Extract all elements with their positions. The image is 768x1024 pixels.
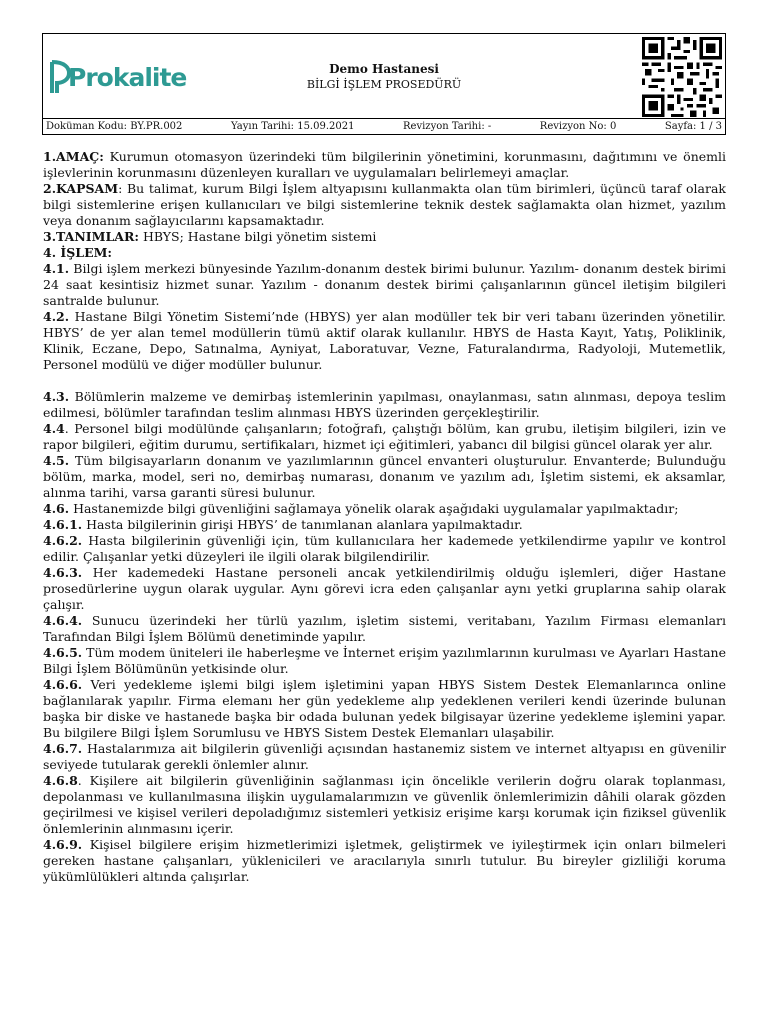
page-number: Sayfa: 1 / 3 xyxy=(664,121,722,132)
organization-name: Demo Hastanesi xyxy=(329,62,439,76)
item-text: Tüm modem üniteleri ile haberleşme ve İnternet erişim yazılımlarının kurulması ve Ayarları Hastane Bilgi İşlem Bölümünün yetkisinde olur. xyxy=(43,645,726,676)
item-4-4 xyxy=(43,421,726,453)
section-text: HBYS; Hastane bilgi yönetim sistemi xyxy=(138,229,377,244)
item-text: Veri yedekleme işlemi bilgi işlem işletimini yapan HBYS Sistem Destek Elemanlarınca online bağlanılarak yapılır. Firma elemanı her gün yedekleme alıp yedeklenen verileri kendi üzerinde bulunan başka bir diske ve hastanede başka bir odada bulunan yedek bilgisayar üzerine yedekleme işlemini yapar. Bu bilgilere Bilgi İşlem Sorumlusu ve HBYS Sistem Destek Elemanları ulaşabilir. xyxy=(43,677,726,740)
item-4-6 xyxy=(43,501,726,517)
section-process xyxy=(43,245,726,261)
item-number: 4.6.5. xyxy=(43,645,83,660)
document-header xyxy=(42,33,726,135)
item-4-6-3 xyxy=(43,565,726,613)
item-4-6-1 xyxy=(43,517,726,533)
logo-text: Prokalite xyxy=(68,62,187,92)
item-number: 4.6.9. xyxy=(43,837,83,852)
item-text: Her kademedeki Hastane personeli ancak yetkilendirilmiş olduğu işlemleri, diğer Hastane prosedürlerine uygun olarak uygular. Aynı görevi icra eden çalışanlar aynı yetki gruplarına sahip olarak çalışır. xyxy=(43,565,726,612)
doc-code: Doküman Kodu: BY.PR.002 xyxy=(46,121,183,132)
item-4-3 xyxy=(43,389,726,421)
item-number: 4.6.6. xyxy=(43,677,83,692)
item-number: 4.5. xyxy=(43,453,70,468)
item-text: Hastanemizde bilgi güvenliğini sağlamaya yönelik olarak aşağıdaki uygulamalar yapılmaktadır; xyxy=(69,501,679,516)
header-main xyxy=(43,34,725,119)
item-number: 4.2. xyxy=(43,309,70,324)
item-text: Bilgi işlem merkezi bünyesinde Yazılım-donanım destek birimi bulunur. Yazılım- donanım destek birimi 24 saat kesintisiz hizmet sunar. Yazılım - donanım destek birimi çalışanlarının güncel iletişim bilgileri santralde bulunur. xyxy=(43,261,726,308)
item-number: 4.6.3. xyxy=(43,565,83,580)
document-title: BİLGİ İŞLEM PROSEDÜRÜ xyxy=(306,78,462,91)
item-text: Bölümlerin malzeme ve demirbaş istemlerinin yapılması, onaylanması, satın alınması, depoya teslim edilmesi, bölümler tarafından teslim alınması HBYS üzerinden gerçekleştirilir. xyxy=(43,389,726,420)
section-scope xyxy=(43,181,726,229)
item-4-6-8 xyxy=(43,773,726,837)
section-text: : Bu talimat, kurum Bilgi İşlem altyapısını kullanmakta olan tüm birimleri, üçüncü taraf olarak bilgi sistemlerine erişen kullanıcıları ve bilgi sistemlerine teknik destek sağlamakta olan hizmet, yazılım veya donanım sağlayıcılarını kapsamaktadır. xyxy=(43,181,726,228)
section-number: 4. İŞLEM: xyxy=(43,245,113,260)
item-number: 4.4 xyxy=(43,421,65,436)
item-text: Hastalarımıza ait bilgilerin güvenliği açısından hastanemiz sistem ve internet altyapısı en güvenilir seviyede tutularak gerekli önlemler alınır. xyxy=(43,741,726,772)
section-number: 3.TANIMLAR: xyxy=(43,229,139,244)
item-number: 4.6.4. xyxy=(43,613,83,628)
item-text: Hasta bilgilerinin girişi HBYS’ de tanımlanan alanlara yapılmaktadır. xyxy=(82,517,523,532)
section-text: Kurumun otomasyon üzerindeki tüm bilgilerinin yönetimini, korunmasını, dağıtımını ve önemli işlevlerinin korunmasını düzenleyen kuralları ve uygulamaları belirlemeyi amaçlar. xyxy=(43,149,726,180)
item-text: Kişisel bilgilere erişim hizmetlerimizi işletmek, geliştirmek ve iyileştirmek için onları bilmeleri gereken hastane çalışanları, yüklenicileri ve aracılarıyla sınırlı tutulur. Bu bireyler gizliliği koruma yükümlülükleri altında çalışırlar. xyxy=(43,837,726,884)
item-number: 4.1. xyxy=(43,261,70,276)
revision-date: Revizyon Tarihi: - xyxy=(403,121,492,132)
item-text: Sunucu üzerindeki her türlü yazılım, işletim sistemi, veritabanı, Yazılım Firması elemanları Tarafından Bilgi İşlem Bölümü denetiminde yapılır. xyxy=(43,613,726,644)
item-number: 4.6.1. xyxy=(43,517,83,532)
item-4-1 xyxy=(43,261,726,309)
section-definitions xyxy=(43,229,726,245)
item-text: Hastane Bilgi Yönetim Sistemi’nde (HBYS) yer alan modüller tek bir veri tabanı üzerinden yönetilir. HBYS’ de yer alan temel modüllerin tümü aktif olarak kullanılır. HBYS de Hasta Kayıt, Yatış, Poliklinik, Klinik, Eczane, Depo, Satınalma, Ayniyat, Laboratuvar, Vezne, Faturalandırma, Radyoloji, Mutemetlik, Personel modülü ve diğer modüller bulunur. xyxy=(43,309,726,372)
item-number: 4.6.8 xyxy=(43,773,78,788)
publish-date: Yayın Tarihi: 15.09.2021 xyxy=(230,121,355,132)
item-4-6-9 xyxy=(43,837,726,885)
item-text: Hasta bilgilerinin güvenliği için, tüm kullanıcılara her kademede yetkilendirme yapılır ve kontrol edilir. Çalışanlar yetki düzeyleri ile ilgili olarak bilgilendirilir. xyxy=(43,533,726,564)
item-text: . Personel bilgi modülünde çalışanların; fotoğrafı, çalıştığı bölüm, kan grubu, iletişim bilgileri, izin ve rapor bilgileri, eğitim durumu, sertifikaları, hizmet içi eğitimleri, yabancı dil bilgisi güncel olarak yer alır. xyxy=(43,421,726,452)
section-number: 2.KAPSAM xyxy=(43,181,119,196)
item-number: 4.6.2. xyxy=(43,533,83,548)
revision-no: Revizyon No: 0 xyxy=(539,121,617,132)
item-4-2 xyxy=(43,309,726,373)
item-4-6-6 xyxy=(43,677,726,741)
document-meta-row xyxy=(43,118,725,134)
item-4-5 xyxy=(43,453,726,501)
item-number: 4.6.7. xyxy=(43,741,83,756)
item-4-6-2 xyxy=(43,533,726,565)
item-4-6-4 xyxy=(43,613,726,645)
qr-code-icon xyxy=(642,37,722,117)
logo xyxy=(49,58,186,96)
item-text: Tüm bilgisayarların donanım ve yazılımlarının güncel envanteri oluşturulur. Envanterde; Bulunduğu bölüm, marka, model, seri no, demirbaş numarası, donanım ve yazılım adı, İşletim sistemi, ek aksamlar, alınma tarihi, varsa garanti süresi bulunur. xyxy=(43,453,726,500)
section-number: 1.AMAÇ: xyxy=(43,149,104,164)
section-purpose xyxy=(43,149,726,181)
item-4-6-5 xyxy=(43,645,726,677)
item-4-6-7 xyxy=(43,741,726,773)
paragraph-gap xyxy=(43,373,726,389)
item-number: 4.6. xyxy=(43,501,70,516)
document-body xyxy=(43,149,726,885)
header-title-block xyxy=(243,62,525,92)
item-number: 4.3. xyxy=(43,389,70,404)
item-text: . Kişilere ait bilgilerin güvenliğinin sağlanması için öncelikle verilerin doğru olarak toplanması, depolanması ve kullanılmasına ilişkin uygulamalarımızın ve güvenlik önlemlerimizin dâhili olarak gözden geçirilmesi ve kişisel verileri depoladığımız sistemleri yetkisiz erişime karşı korumak için fiziksel güvenlik önlemlerinin alınmasını içerir. xyxy=(43,773,726,836)
